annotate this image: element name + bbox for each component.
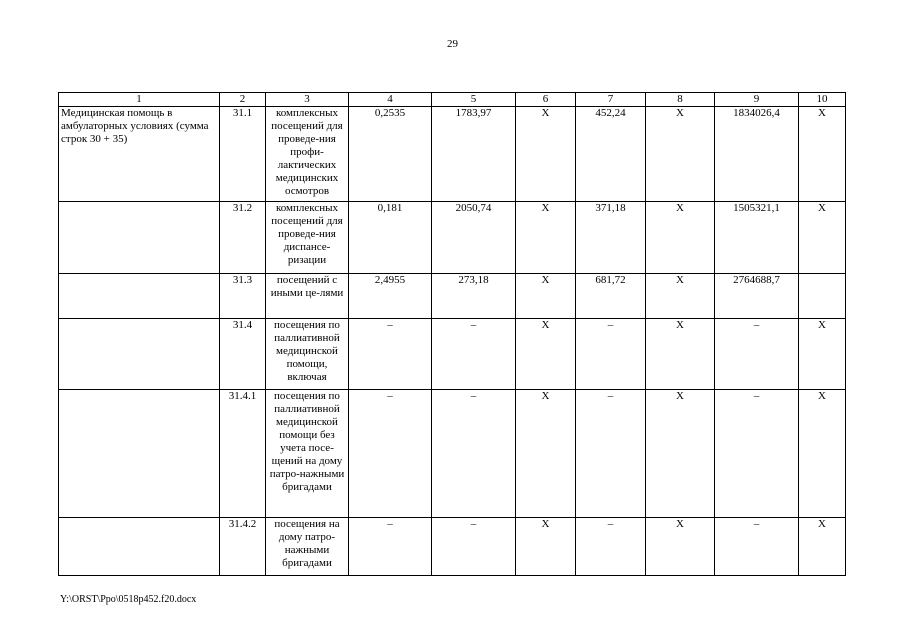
header-cell-3: 3 xyxy=(266,93,349,107)
cell-col9: – xyxy=(715,319,799,390)
row-label xyxy=(59,518,220,576)
cell-col10 xyxy=(799,274,846,319)
table-row xyxy=(59,518,846,576)
cell-col7: 371,18 xyxy=(576,202,646,274)
cell-col6: X xyxy=(516,518,576,576)
row-number: 31.3 xyxy=(220,274,266,319)
row-description: посещений с иными це-лями xyxy=(266,274,349,319)
cell-col6: X xyxy=(516,202,576,274)
cell-col10: X xyxy=(799,390,846,518)
cell-col4: – xyxy=(349,390,432,518)
cell-col9: – xyxy=(715,518,799,576)
row-description: посещения по паллиативной медицинской помощи без учета посе-щений на дому патро-нажными бригадами xyxy=(266,390,349,518)
row-label xyxy=(59,319,220,390)
table-row xyxy=(59,107,846,202)
cell-col5: 1783,97 xyxy=(432,107,516,202)
table-row xyxy=(59,274,846,319)
row-number: 31.4.1 xyxy=(220,390,266,518)
row-number: 31.2 xyxy=(220,202,266,274)
header-cell-5: 5 xyxy=(432,93,516,107)
cell-col8: X xyxy=(646,107,715,202)
header-cell-10: 10 xyxy=(799,93,846,107)
header-row xyxy=(59,93,846,107)
data-table xyxy=(58,92,846,576)
cell-col6: X xyxy=(516,319,576,390)
cell-col8: X xyxy=(646,390,715,518)
file-path-footer: Y:\ORST\Ppo\0518p452.f20.docx xyxy=(60,594,197,605)
cell-col10: X xyxy=(799,107,846,202)
header-cell-9: 9 xyxy=(715,93,799,107)
cell-col4: – xyxy=(349,319,432,390)
cell-col4: 0,181 xyxy=(349,202,432,274)
cell-col7: 681,72 xyxy=(576,274,646,319)
row-label xyxy=(59,274,220,319)
cell-col9: 2764688,7 xyxy=(715,274,799,319)
cell-col7: – xyxy=(576,518,646,576)
cell-col9: 1834026,4 xyxy=(715,107,799,202)
cell-col9: 1505321,1 xyxy=(715,202,799,274)
header-cell-4: 4 xyxy=(349,93,432,107)
row-number: 31.4.2 xyxy=(220,518,266,576)
cell-col4: 2,4955 xyxy=(349,274,432,319)
header-cell-8: 8 xyxy=(646,93,715,107)
row-number: 31.4 xyxy=(220,319,266,390)
cell-col5: 2050,74 xyxy=(432,202,516,274)
cell-col4: 0,2535 xyxy=(349,107,432,202)
cell-col7: 452,24 xyxy=(576,107,646,202)
row-description: посещения на дому патро-нажными бригадами xyxy=(266,518,349,576)
cell-col10: X xyxy=(799,319,846,390)
header-cell-2: 2 xyxy=(220,93,266,107)
table-row xyxy=(59,390,846,518)
page-number: 29 xyxy=(447,38,458,50)
cell-col5: – xyxy=(432,390,516,518)
cell-col10: X xyxy=(799,518,846,576)
header-cell-6: 6 xyxy=(516,93,576,107)
cell-col8: X xyxy=(646,518,715,576)
cell-col5: – xyxy=(432,319,516,390)
cell-col5: – xyxy=(432,518,516,576)
cell-col10: X xyxy=(799,202,846,274)
table-row xyxy=(59,319,846,390)
cell-col7: – xyxy=(576,319,646,390)
cell-col8: X xyxy=(646,202,715,274)
table-row xyxy=(59,202,846,274)
cell-col5: 273,18 xyxy=(432,274,516,319)
cell-col4: – xyxy=(349,518,432,576)
header-cell-7: 7 xyxy=(576,93,646,107)
cell-col8: X xyxy=(646,274,715,319)
row-label xyxy=(59,390,220,518)
row-description: комплексных посещений для проведе-ния профи-лактических медицинских осмотров xyxy=(266,107,349,202)
row-label xyxy=(59,202,220,274)
cell-col6: X xyxy=(516,274,576,319)
row-number: 31.1 xyxy=(220,107,266,202)
cell-col9: – xyxy=(715,390,799,518)
row-description: посещения по паллиативной медицинской помощи, включая xyxy=(266,319,349,390)
header-cell-1: 1 xyxy=(59,93,220,107)
cell-col7: – xyxy=(576,390,646,518)
row-label: Медицинская помощь в амбулаторных условиях (сумма строк 30 + 35) xyxy=(59,107,220,202)
row-description: комплексных посещений для проведе-ния диспансе-ризации xyxy=(266,202,349,274)
cell-col6: X xyxy=(516,390,576,518)
cell-col8: X xyxy=(646,319,715,390)
cell-col6: X xyxy=(516,107,576,202)
